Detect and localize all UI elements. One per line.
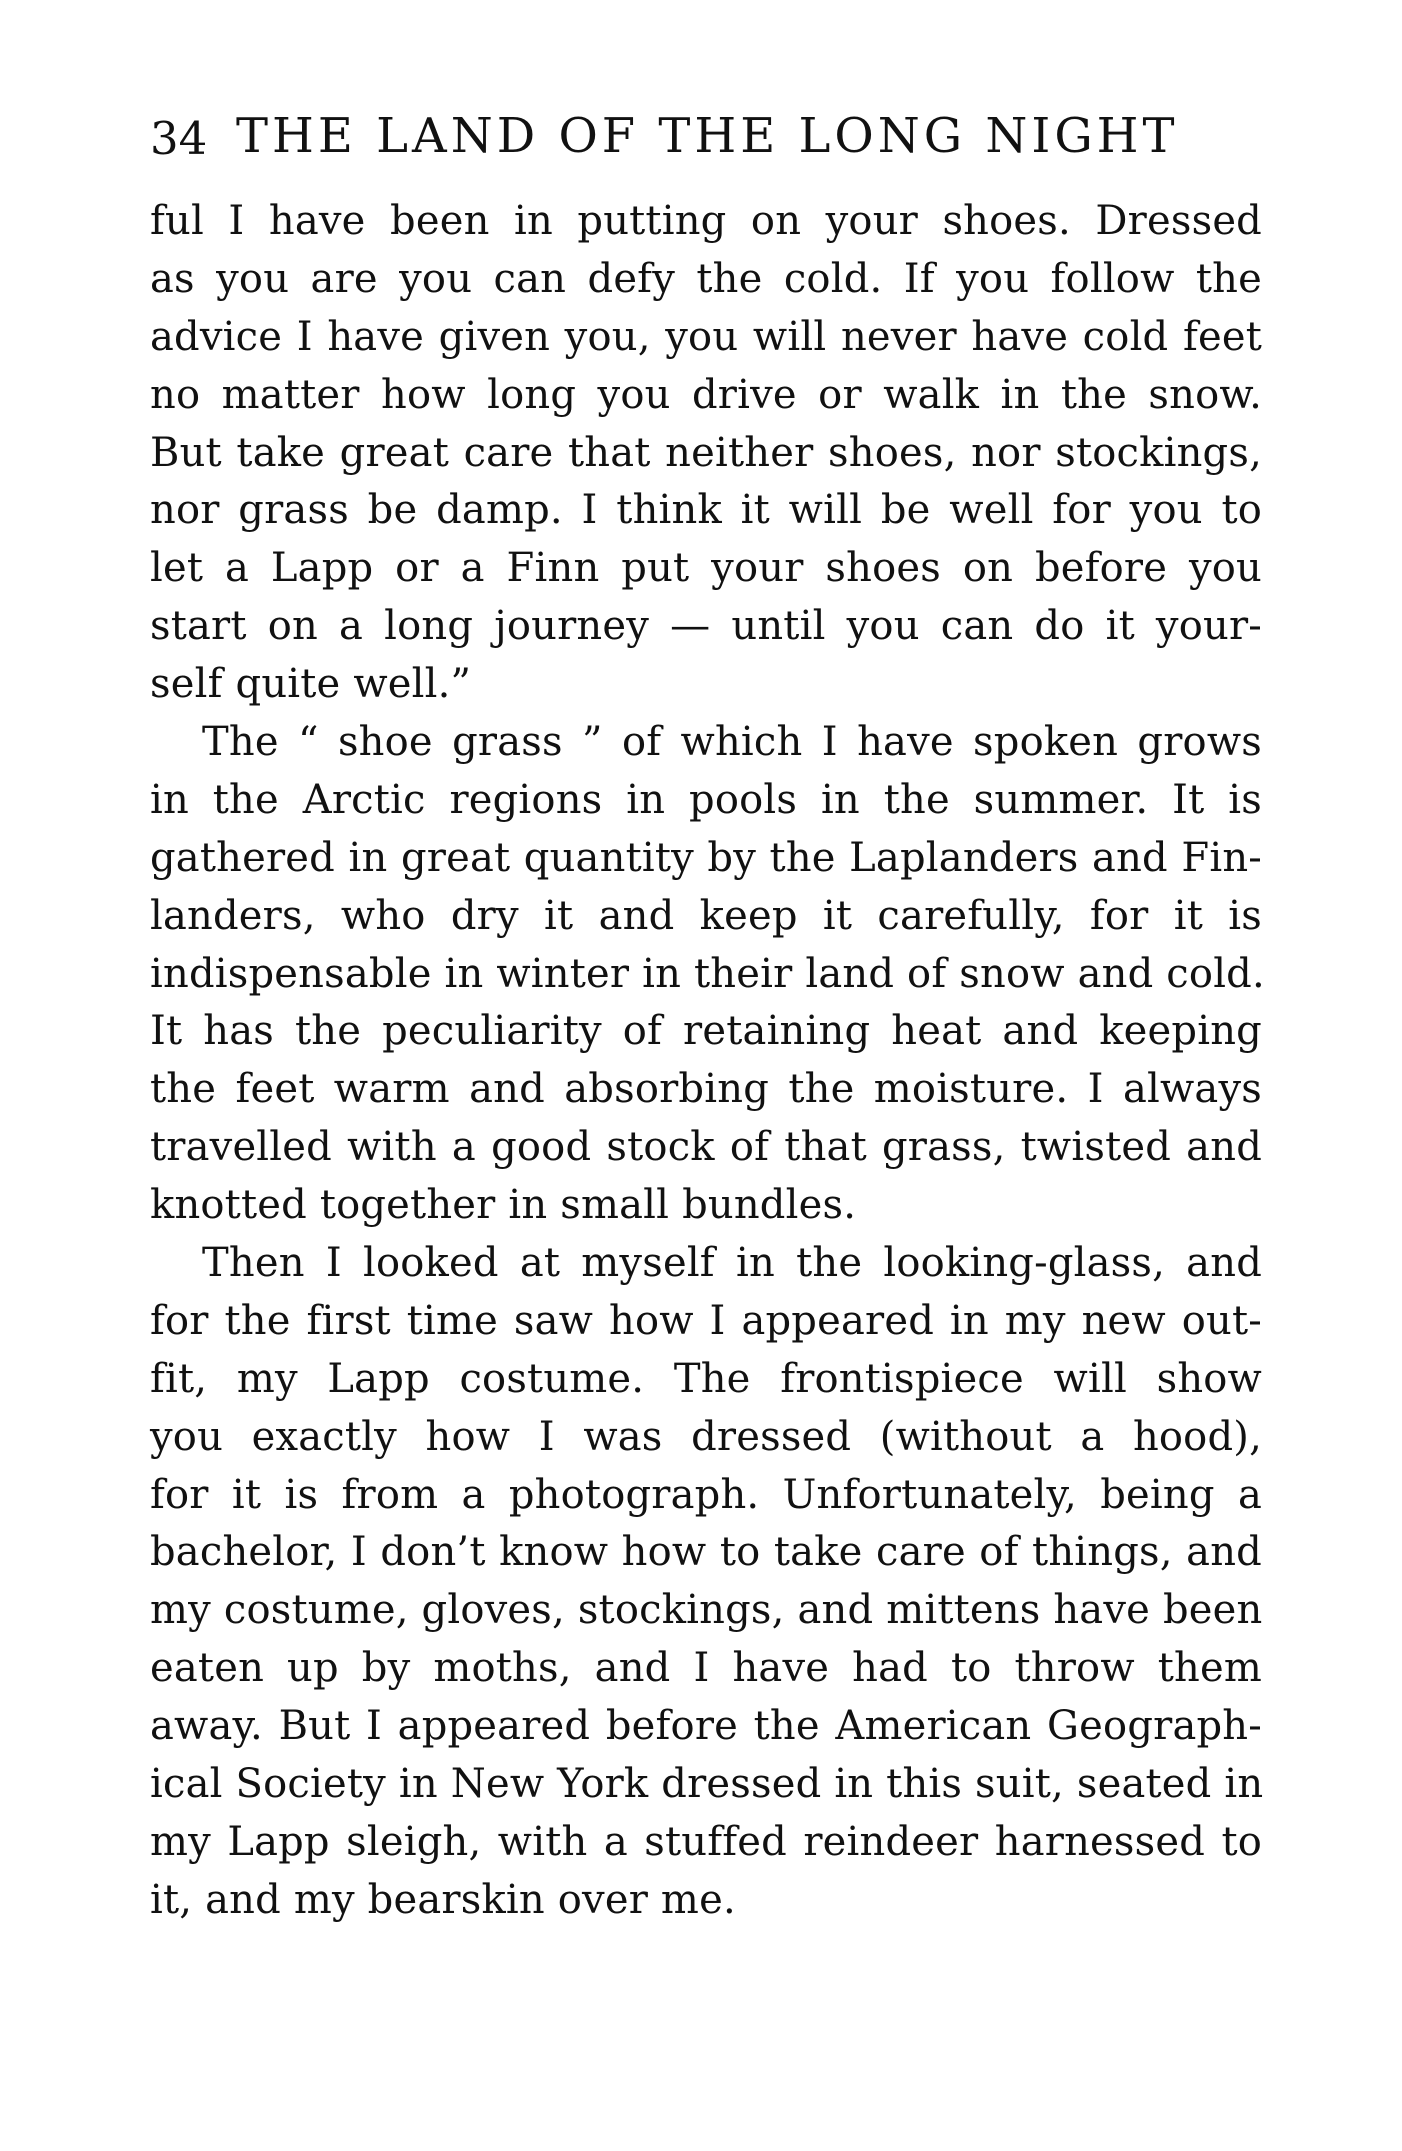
running-title: THE LAND OF THE LONG NIGHT <box>236 108 1179 164</box>
text-line: in the Arctic regions in pools in the summer. It is <box>150 776 1262 823</box>
text-line: start on a long journey — until you can do it your- <box>150 603 1262 650</box>
text-line: But take great care that neither shoes, nor stockings, <box>150 429 1262 476</box>
text-line: my Lapp sleigh, with a stuffed reindeer harnessed to <box>150 1818 1262 1865</box>
text-line: ical Society in New York dressed in this suit, seated in <box>150 1761 1264 1808</box>
body-text <box>150 193 1265 1930</box>
text-line: knotted together in small bundles. <box>150 1182 857 1229</box>
text-line: indispensable in winter in their land of snow and cold. <box>150 950 1265 997</box>
text-line: for it is from a photograph. Unfortunately, being a <box>150 1471 1262 1518</box>
text-line: ful I have been in putting on your shoes. Dressed <box>150 198 1262 244</box>
text-line: self quite well.” <box>150 661 472 708</box>
text-line: the feet warm and absorbing the moisture. I always <box>150 1066 1262 1113</box>
text-line: fit, my Lapp costume. The frontispiece will show <box>150 1355 1262 1402</box>
text-line: nor grass be damp. I think it will be well for you to <box>150 487 1262 534</box>
text-line: advice I have given you, you will never have cold feet <box>150 313 1262 360</box>
text-line: travelled with a good stock of that grass, twisted and <box>150 1124 1262 1171</box>
text-line: my costume, gloves, stockings, and mittens have been <box>150 1587 1263 1634</box>
text-line: The “ shoe grass ” of which I have spoken grows <box>202 719 1262 766</box>
text-line: no matter how long you drive or walk in the snow. <box>150 371 1262 418</box>
text-line: away. But I appeared before the American Geograph- <box>150 1703 1262 1750</box>
text-line: bachelor, I don’t know how to take care of things, and <box>150 1529 1262 1576</box>
text-line: let a Lapp or a Finn put your shoes on before you <box>150 545 1262 592</box>
text-line: gathered in great quantity by the Laplanders and Fin- <box>150 834 1262 881</box>
text-line: It has the peculiarity of retaining heat and keeping <box>150 1008 1262 1055</box>
text-line: landers, who dry it and keep it carefully, for it is <box>150 892 1262 939</box>
text-line: eaten up by moths, and I have had to throw them <box>150 1645 1262 1692</box>
page-header <box>150 108 1260 168</box>
text-line: it, and my bearskin over me. <box>150 1876 736 1923</box>
text-line: you exactly how I was dressed (without a hood), <box>150 1413 1262 1460</box>
text-line: Then I looked at myself in the looking-glass, and <box>202 1240 1262 1287</box>
text-line: for the first time saw how I appeared in my new out- <box>150 1297 1262 1344</box>
page-number: 34 <box>150 112 208 165</box>
text-line: as you are you can defy the cold. If you follow the <box>150 255 1262 302</box>
